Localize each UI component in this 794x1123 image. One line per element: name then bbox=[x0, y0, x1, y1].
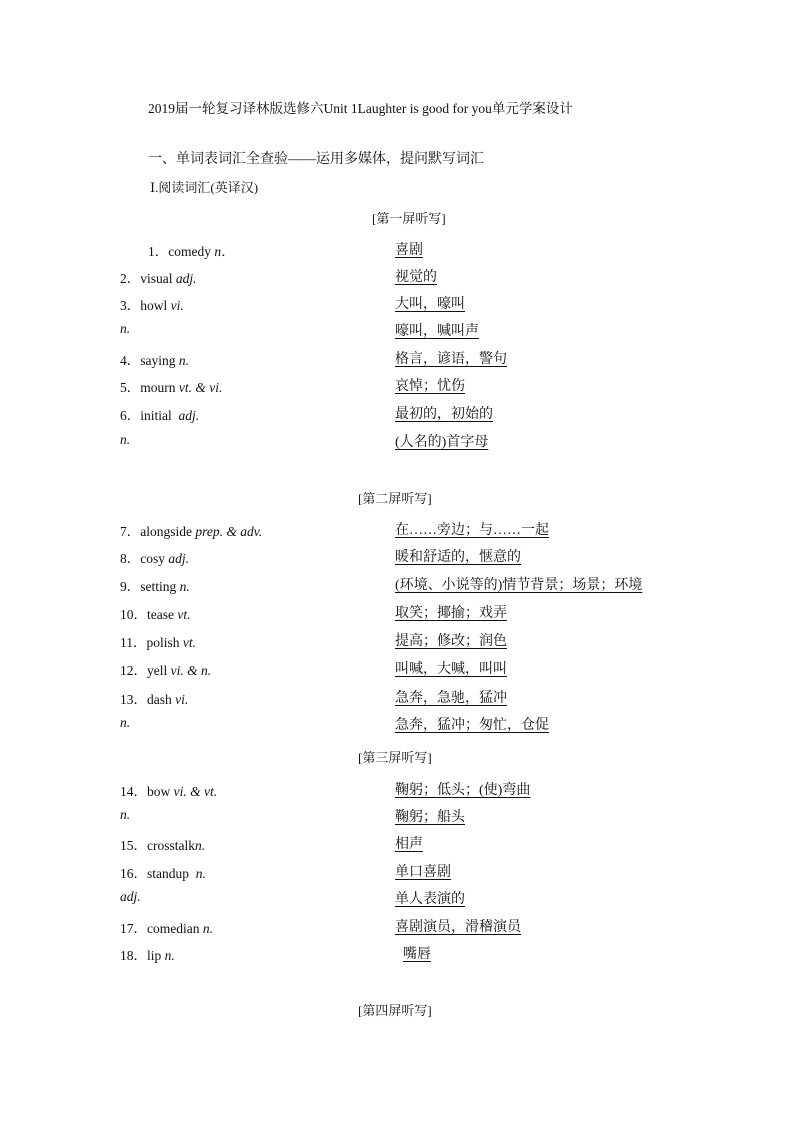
part-of-speech: n. bbox=[195, 838, 206, 853]
entry-number: 2． bbox=[120, 271, 141, 286]
part-of-speech: n. bbox=[179, 579, 190, 594]
vocab-entry bbox=[120, 715, 130, 731]
vocab-entry bbox=[120, 267, 197, 287]
entry-number: 16． bbox=[120, 866, 147, 881]
english-word: saying bbox=[140, 353, 179, 368]
vocab-entry bbox=[120, 944, 175, 964]
vocab-entry bbox=[120, 917, 213, 937]
vocab-entry bbox=[120, 547, 189, 567]
vocab-entry bbox=[120, 294, 184, 314]
entry-number: 18． bbox=[120, 948, 147, 963]
part-of-speech: n. bbox=[195, 866, 206, 881]
chinese-meaning: 在……旁边；与……一起 bbox=[395, 523, 549, 538]
entry-number: 9． bbox=[120, 579, 141, 594]
screen-header: [第一屏听写] bbox=[372, 211, 446, 226]
chinese-meaning: 哀悼；忧伤 bbox=[395, 379, 465, 394]
chinese-meaning: (人名的)首字母 bbox=[395, 435, 489, 450]
entry-number: 15． bbox=[120, 838, 147, 853]
english-word: comedian bbox=[147, 921, 203, 936]
entry-number: 4． bbox=[120, 353, 141, 368]
chinese-meaning: 暖和舒适的，惬意的 bbox=[395, 550, 521, 565]
english-word: alongside bbox=[140, 524, 196, 539]
vocab-entry bbox=[120, 834, 205, 854]
entry-number: 17． bbox=[120, 921, 147, 936]
english-word: initial bbox=[140, 408, 179, 423]
english-word: polish bbox=[146, 635, 183, 650]
chinese-meaning: 格言，谚语，警句 bbox=[395, 352, 507, 367]
english-word: standup bbox=[147, 866, 196, 881]
screen-header: [第二屏听写] bbox=[358, 491, 432, 506]
document-title: 2019届一轮复习译林版选修六Unit 1Laughter is good for you单元学案设计 bbox=[148, 101, 573, 116]
chinese-meaning: 嚎叫，喊叫声 bbox=[395, 324, 479, 339]
chinese-meaning: 取笑；揶揄；戏弄 bbox=[395, 606, 507, 621]
english-word: setting bbox=[140, 579, 180, 594]
chinese-meaning: 叫喊，大喊，叫叫 bbox=[395, 662, 507, 677]
part-of-speech: adj. bbox=[168, 551, 190, 566]
chinese-meaning: 鞠躬；船头 bbox=[395, 810, 465, 825]
part-of-speech: vi. & n. bbox=[170, 663, 212, 678]
part-of-speech: adj. bbox=[178, 408, 200, 423]
english-word: lip bbox=[147, 948, 165, 963]
entry-number: 12． bbox=[120, 663, 147, 678]
part-of-speech: adj. bbox=[120, 889, 141, 904]
chinese-meaning: (环境、小说等的)情节背景；场景；环境 bbox=[395, 578, 643, 593]
part-of-speech: vt. bbox=[182, 635, 197, 650]
vocab-entry bbox=[120, 862, 206, 882]
vocab-entry bbox=[120, 575, 190, 595]
part-of-speech: vi. bbox=[175, 692, 189, 707]
vocab-entry bbox=[120, 780, 217, 800]
vocab-entry bbox=[120, 889, 141, 905]
english-word: comedy bbox=[168, 244, 215, 259]
entry-number: 11． bbox=[120, 635, 147, 650]
part-of-speech: n. bbox=[164, 948, 175, 963]
english-word: cosy bbox=[140, 551, 169, 566]
vocab-entry bbox=[120, 603, 190, 623]
entry-number: 5． bbox=[120, 380, 141, 395]
chinese-meaning: 单人表演的 bbox=[395, 892, 465, 907]
chinese-meaning: 单口喜剧 bbox=[395, 865, 451, 880]
part-of-speech: prep. & adv. bbox=[195, 524, 263, 539]
english-word: howl bbox=[140, 298, 171, 313]
part-of-speech: n. bbox=[202, 921, 213, 936]
chinese-meaning: 大叫，嚎叫 bbox=[395, 297, 465, 312]
screen-header: [第四屏听写] bbox=[358, 1003, 432, 1018]
chinese-meaning: 相声 bbox=[395, 837, 423, 852]
vocab-entry bbox=[120, 659, 211, 679]
part-of-speech: vt. bbox=[177, 607, 191, 622]
part-of-speech: vi. bbox=[170, 298, 184, 313]
part-of-speech: n. bbox=[120, 432, 131, 447]
vocab-entry bbox=[120, 376, 222, 396]
chinese-meaning: 嘴唇 bbox=[403, 947, 431, 962]
entry-number: 1． bbox=[148, 244, 169, 259]
vocab-entry bbox=[120, 807, 130, 823]
part-of-speech: vt. & vi. bbox=[178, 380, 223, 395]
part-of-speech: adj. bbox=[175, 271, 197, 286]
english-word: visual bbox=[140, 271, 176, 286]
part-of-speech: n. bbox=[120, 321, 131, 336]
chinese-meaning: 鞠躬；低头；(使)弯曲 bbox=[395, 783, 531, 798]
vocab-entry bbox=[120, 631, 196, 651]
entry-number: 10． bbox=[120, 607, 147, 622]
chinese-meaning: 急奔，急驰，猛冲 bbox=[395, 691, 507, 706]
vocab-entry bbox=[120, 404, 199, 424]
entry-number: 6． bbox=[120, 408, 141, 423]
english-word: mourn bbox=[140, 380, 179, 395]
subsection-heading: Ⅰ.阅读词汇(英译汉) bbox=[150, 180, 259, 195]
part-of-speech: n. bbox=[120, 715, 131, 730]
chinese-meaning: 急奔，猛冲；匆忙，仓促 bbox=[395, 718, 549, 733]
part-of-speech: n. bbox=[178, 353, 189, 368]
vocab-entry bbox=[120, 688, 188, 708]
chinese-meaning: 提高；修改；润色 bbox=[395, 634, 507, 649]
entry-number: 13． bbox=[120, 692, 147, 707]
vocab-entry bbox=[120, 432, 130, 448]
screen-header: [第三屏听写] bbox=[358, 750, 432, 765]
part-of-speech: vi. & vt. bbox=[173, 784, 218, 799]
chinese-meaning: 最初的，初始的 bbox=[395, 407, 493, 422]
entry-number: 14． bbox=[120, 784, 147, 799]
chinese-meaning: 喜剧 bbox=[395, 243, 423, 258]
vocab-entry bbox=[120, 520, 262, 540]
entry-number: 8． bbox=[120, 551, 141, 566]
vocab-entry bbox=[148, 240, 235, 260]
entry-number: 3． bbox=[120, 298, 141, 313]
english-word: dash bbox=[147, 692, 176, 707]
entry-number: 7． bbox=[120, 524, 141, 539]
english-word: tease bbox=[147, 607, 178, 622]
chinese-meaning: 喜剧演员，滑稽演员 bbox=[395, 920, 521, 935]
english-word: crosstalk bbox=[147, 838, 195, 853]
vocab-entry bbox=[120, 321, 130, 337]
vocab-entry bbox=[120, 349, 189, 369]
english-word: bow bbox=[147, 784, 174, 799]
section-heading: 一、单词表词汇全查验——运用多媒体，提问默写词汇 bbox=[148, 152, 484, 167]
part-of-speech: n. bbox=[120, 807, 131, 822]
english-word: yell bbox=[147, 663, 171, 678]
chinese-meaning: 视觉的 bbox=[395, 270, 437, 285]
part-of-speech: n． bbox=[214, 244, 235, 259]
